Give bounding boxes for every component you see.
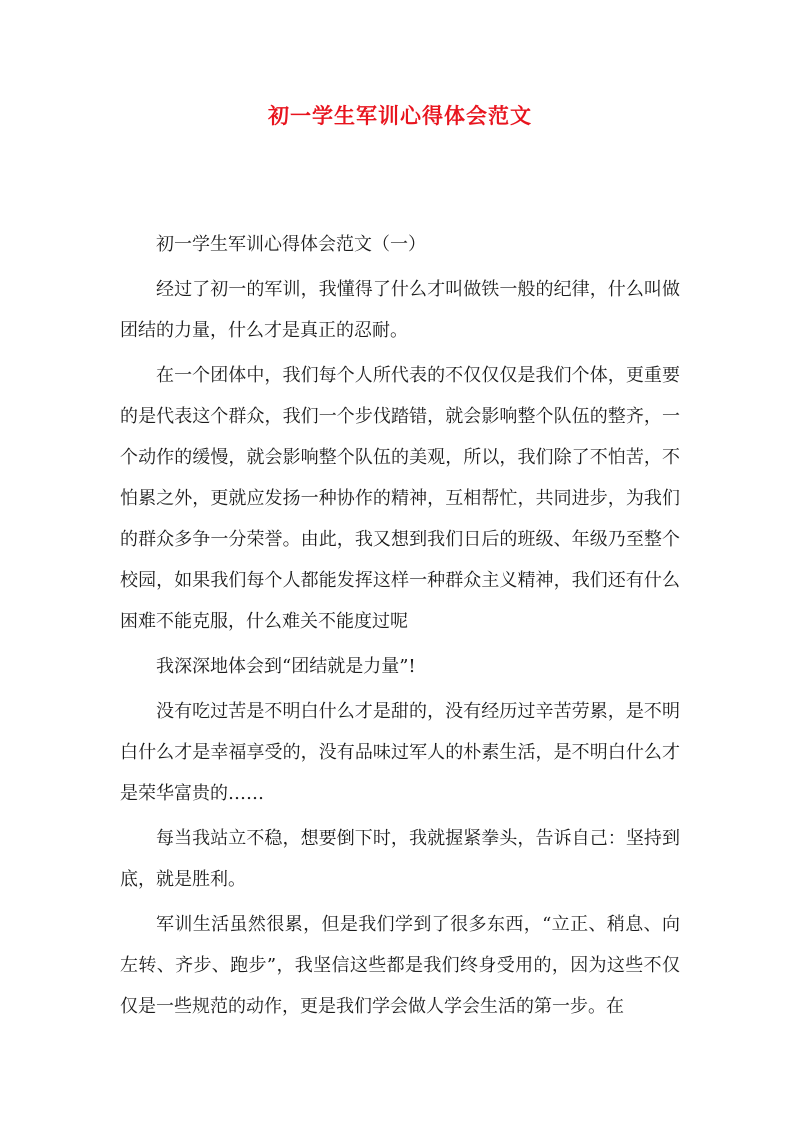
paragraph-2: 在一个团体中，我们每个人所代表的不仅仅仅是我们个体，更重要的是代表这个群众，我们一个步伐踏错，就会影响整个队伍的整齐，一个动作的缓慢，就会影响整个队伍的美观，所以，我们除了不怕苦，不怕累之外，更就应发扬一种协作的精神，互相帮忙，共同进步，为我们的群众多争一分荣誉。由此，我又想到我们日后的班级、年级乃至整个校园，如果我们每个人都能发挥这样一种群众主义精神，我们还有什么困难不能克服，什么难关不能度过呢	[120, 365, 680, 632]
section-heading: 初一学生军训心得体会范文（一）	[156, 234, 426, 255]
paragraph-3: 我深深地体会到“团结就是力量”!	[156, 656, 416, 677]
paragraph-6: 军训生活虽然很累，但是我们学到了很多东西，“立正、稍息、向左转、齐步、跑步”，我坚信这些都是我们终身受用的，因为这些不仅仅是一些规范的动作，更是我们学会做人学会生活的第一步。在	[120, 914, 680, 1017]
document-body	[120, 224, 680, 1031]
paragraph-1: 经过了初一的军训，我懂得了什么才叫做铁一般的纪律，什么叫做团结的力量，什么才是真正的忍耐。	[120, 279, 680, 341]
paragraph-5: 每当我站立不稳，想要倒下时，我就握紧拳头，告诉自己：坚持到底，就是胜利。	[120, 828, 680, 890]
paragraph-4: 没有吃过苦是不明白什么才是甜的，没有经历过辛苦劳累，是不明白什么才是幸福享受的，没有品味过军人的朴素生活，是不明白什么才是荣华富贵的……	[120, 701, 680, 804]
document-title: 初一学生军训心得体会范文	[268, 103, 532, 128]
